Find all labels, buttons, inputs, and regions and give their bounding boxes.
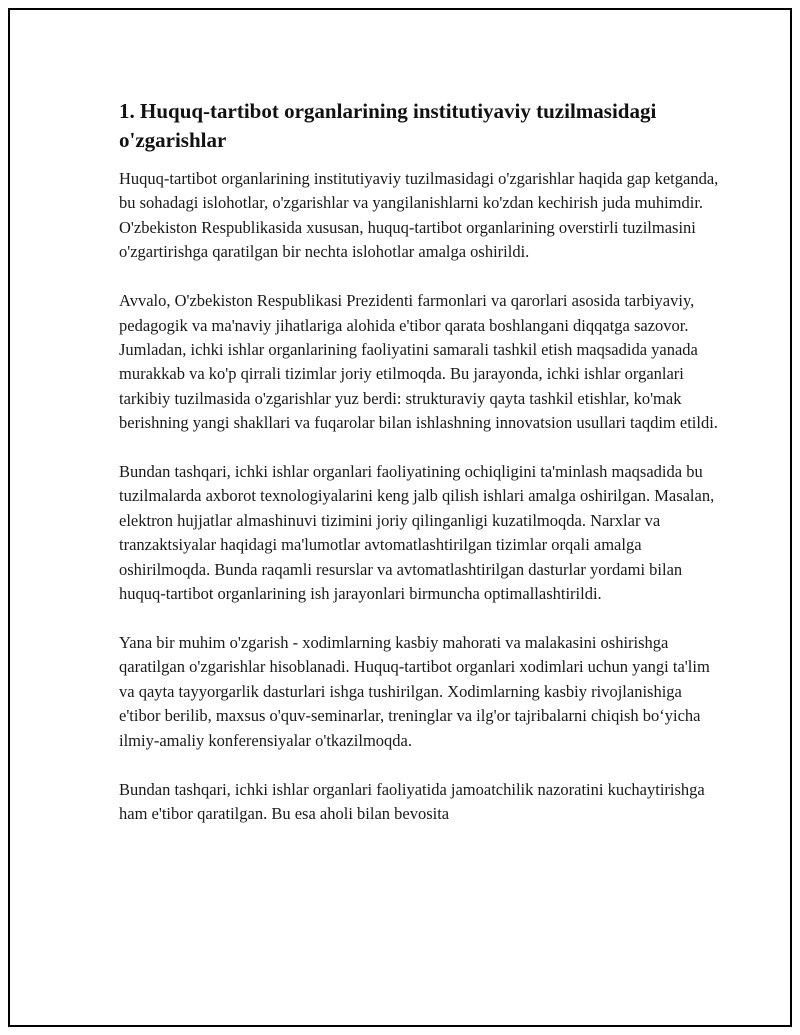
document-body xyxy=(119,97,719,851)
paragraph-4: Yana bir muhim o'zgarish - xodimlarning kasbiy mahorati va malakasini oshirishga qaratilgan o'zgarishlar hisoblanadi. Huquq-tartibot organlari xodimlari uchun yangi ta'lim va qayta tayyorgarlik dasturlari ishga tushirilgan. Xodimlarning kasbiy rivojlanishiga e'tibor berilib, maxsus o'quv-seminarlar, treninglar va ilg'or tajribalarni chiqish bo‘yicha ilmiy-amaliy konferensiyalar o'tkazilmoqda. xyxy=(119,633,710,750)
section-heading: 1. Huquq-tartibot organlarining institutiyaviy tuzilmasidagi o'zgarishlar xyxy=(119,99,657,152)
paragraph-2: Avvalo, O'zbekiston Respublikasi Prezidenti farmonlari va qarorlari asosida tarbiyaviy, pedagogik va ma'naviy jihatlariga alohida e'tibor qarata boshlangani diqqatga sazovor. Jumladan, ichki ishlar organlarining faoliyatini samarali tashkil etish maqsadida yanada murakkab va ko'p qirrali tizimlar joriy etilmoqda. Bu jarayonda, ichki ishlar organlari tarkibiy tuzilmasida o'zgarishlar yuz berdi: strukturaviy qayta tashkil etishlar, ko'mak berishning yangi shakllari va fuqarolar bilan ishlashning innovatsion usullari taqdim etildi. xyxy=(119,291,718,433)
page-frame xyxy=(8,8,792,1027)
paragraph-5: Bundan tashqari, ichki ishlar organlari faoliyatida jamoatchilik nazoratini kuchaytirishga ham e'tibor qaratilgan. Bu esa aholi bilan bevosita xyxy=(119,779,705,823)
paragraph-3: Bundan tashqari, ichki ishlar organlari faoliyatining ochiqligini ta'minlash maqsadida bu tuzilmalarda axborot texnologiyalarini keng jalb qilish ishlari amalga oshirilgan. Masalan, elektron hujjatlar almashinuvi tizimini joriy qilinganligi kuzatilmoqda. Narxlar va tranzaktsiyalar haqidagi ma'lumotlar avtomatlashtirilgan tizimlar orqali amalga oshirilmoqda. Bunda raqamli resurslar va avtomatlashtirilgan dasturlar yordami bilan huquq-tartibot organlarining ish jarayonlari birmuncha optimallashtirildi. xyxy=(119,462,715,604)
paragraph-1: Huquq-tartibot organlarining institutiyaviy tuzilmasidagi o'zgarishlar haqida gap ketganda, bu sohadagi islohotlar, o'zgarishlar va yangilanishlarni ko'zdan kechirish juda muhimdir. O'zbekiston Respublikasida xususan, huquq-tartibot organlarining overstirli tuzilmasini o'zgartirishga qaratilgan bir nechta islohotlar amalga oshirildi. xyxy=(119,169,719,262)
